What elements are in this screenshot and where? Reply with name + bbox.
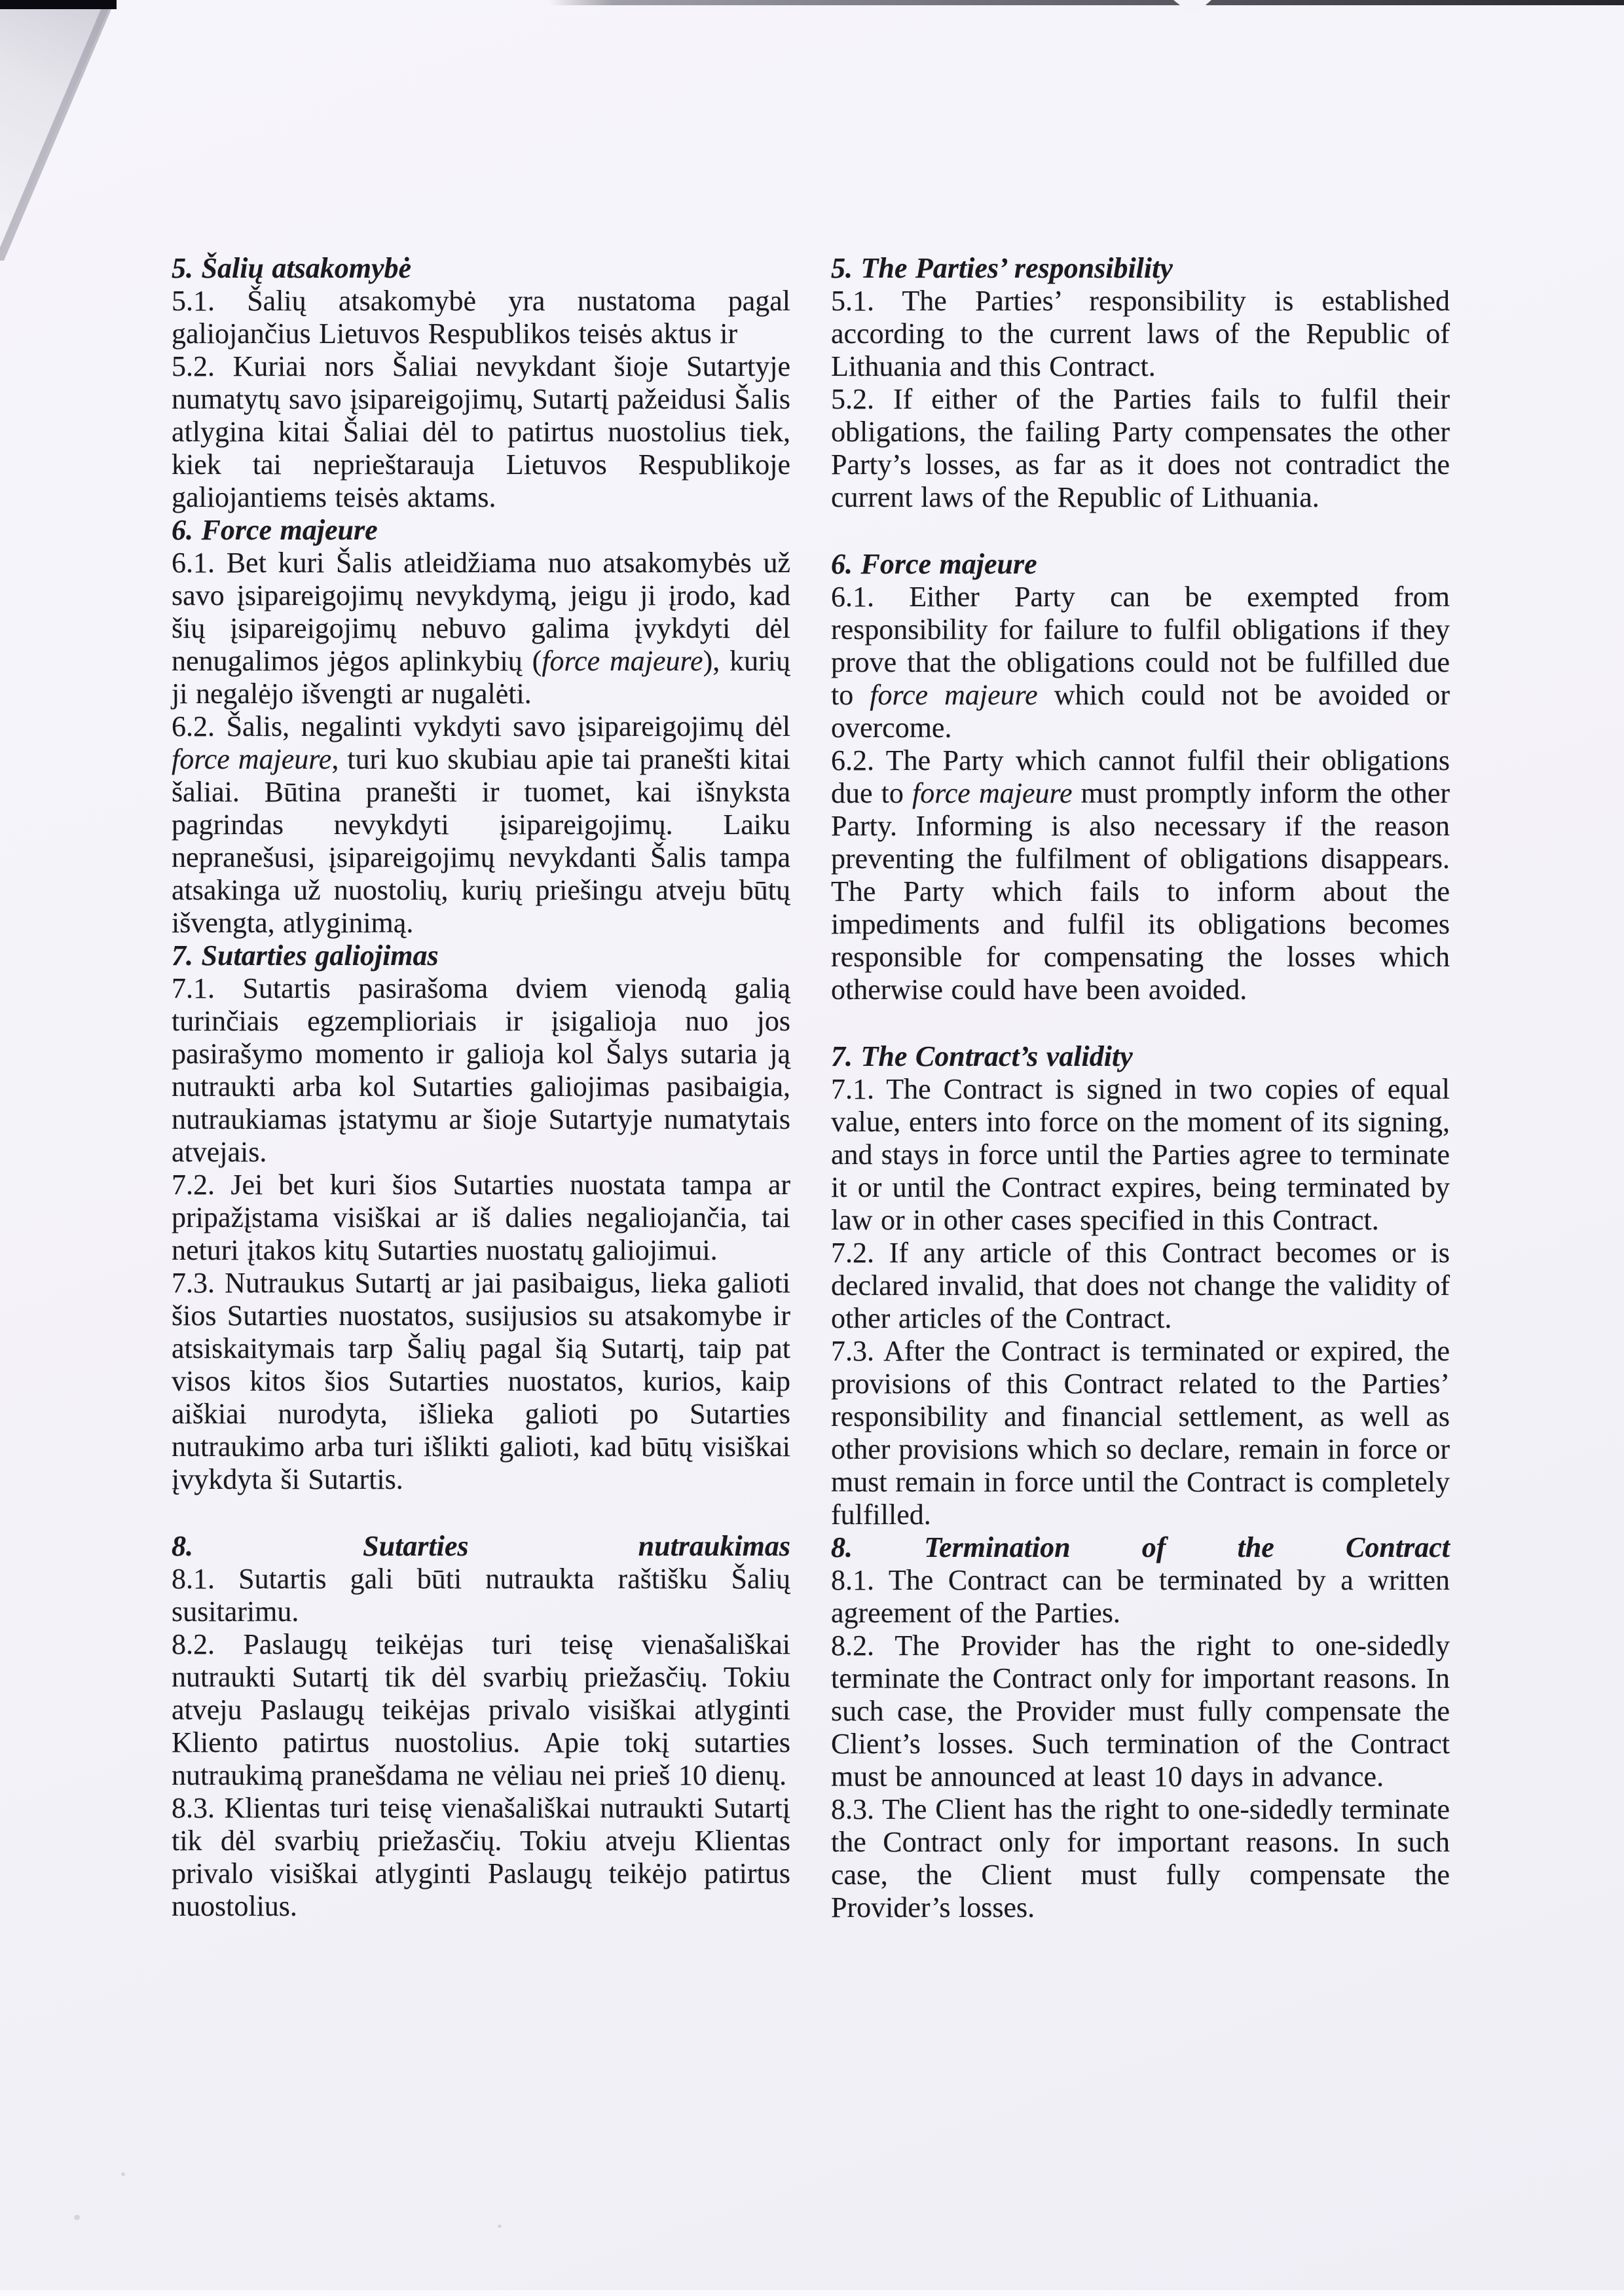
section-heading [831, 1531, 1450, 1564]
scan-artifact-bottom-strip [0, 2290, 1624, 2296]
scan-artifact-top-edge-line [549, 0, 1624, 5]
contract-paragraph: 8.2. Paslaugų teikėjas turi teisę vienašališkai nutraukti Sutartį tik dėl svarbių priežasčių. Tokiu atveju Paslaugų teikėjas privalo visiškai atlyginti Kliento patirtus nuostolius. Apie tokį sutarties nutraukimą pranešdama ne vėliau nei prieš 10 dienų. [172, 1628, 790, 1791]
contract-paragraph: 8.2. The Provider has the right to one-sidedly terminate the Contract only for important reasons. In such case, the Provider must fully compensate the Client’s losses. Such termination of the Contract must be announced at least 10 days in advance. [831, 1630, 1450, 1793]
scan-artifact-corner-bar [0, 0, 117, 9]
heading-word: Contract [1346, 1531, 1450, 1563]
contract-paragraph: 5.1. The Parties’ responsibility is established according to the current laws of the Republic of Lithuania and this Contract. [831, 285, 1450, 382]
heading-word: 8. [172, 1530, 193, 1562]
contract-paragraph: 7.2. If any article of this Contract becomes or is declared invalid, that does not change the validity of other articles of the Contract. [831, 1237, 1450, 1334]
column-lithuanian [172, 252, 790, 1924]
contract-paragraph: 5.2. Kuriai nors Šaliai nevykdant šioje Sutartyje numatytų savo įsipareigojimų, Sutartį pažeidusi Šalis atlygina kitai Šaliai dėl to patirtus nuostolius tiek, kiek tai neprieštarauja Lietuvos Respublikoje galiojantiems teisės aktams. [172, 350, 790, 513]
dust-speck [121, 2172, 125, 2176]
section-heading: 6. Force majeure [831, 548, 1037, 580]
contract-paragraph: 6.2. Šalis, negalinti vykdyti savo įsipareigojimų dėl force majeure, turi kuo skubiau apie tai pranešti kitai šaliai. Būtina pranešti ir tuomet, kai išnyksta pagrindas nevykdyti įsipareigojimų. Laiku nepranešusi, įsipareigojimų nevykdanti Šalis tampa atsakinga už nuostolių, kurių priešingu atveju būtų išvengta, atlyginimą. [172, 710, 790, 939]
contract-paragraph: 8.3. The Client has the right to one-sidedly terminate the Contract only for important reasons. In such case, the Client must fully compensate the Provider’s losses. [831, 1793, 1450, 1923]
section-heading: 7. Sutarties galiojimas [172, 939, 439, 972]
contract-paragraph: 6.1. Either Party can be exempted from responsibility for failure to fulfil obligations if they prove that the obligations could not be fulfilled due to force majeure which could not be avoided or overcome. [831, 581, 1450, 744]
heading-word: of [1141, 1531, 1166, 1563]
contract-columns [172, 252, 1450, 1924]
column-english [831, 252, 1450, 1924]
contract-paragraph: 8.3. Klientas turi teisę vienašališkai nutraukti Sutartį tik dėl svarbių priežasčių. Tokiu atveju Klientas privalo visiškai atlyginti Paslaugų teikėjo patirtus nuostolius. [172, 1792, 790, 1922]
contract-paragraph: 7.3. Nutraukus Sutartį ar jai pasibaigus, lieka galioti šios Sutarties nuostatos, susijusios su atsakomybe ir atsiskaitymais tarp Šalių pagal šią Sutartį, taip pat visos kitos šios Sutarties nuostatos, kurios, kaip aiškiai nurodyta, išlieka galioti po Sutarties nutraukimo arba turi išlikti galioti, kad būtų visiškai įvykdyta ši Sutartis. [172, 1267, 790, 1495]
pen-speck [1284, 58, 1288, 65]
contract-paragraph: 5.1. Šalių atsakomybė yra nustatoma pagal galiojančius Lietuvos Respublikos teisės aktus ir [172, 285, 790, 350]
contract-paragraph: 7.1. The Contract is signed in two copies of equal value, enters into force on the moment of its signing, and stays in force until the Parties agree to terminate it or until the Contract expires, being terminated by law or in other cases specified in this Contract. [831, 1073, 1450, 1236]
heading-word: Sutarties [363, 1530, 469, 1562]
section-heading: 7. The Contract’s validity [831, 1040, 1133, 1072]
dust-speck [74, 2215, 80, 2220]
pen-speck [1257, 97, 1260, 103]
contract-paragraph: 7.2. Jei bet kuri šios Sutarties nuostata tampa ar pripažįstama visiškai ar iš dalies negaliojančia, tai neturi įtakos kitų Sutarties nuostatų galiojimui. [172, 1169, 790, 1266]
heading-word: 8. [831, 1531, 853, 1563]
section-heading [172, 1530, 790, 1563]
section-heading: 5. Šalių atsakomybė [172, 252, 412, 284]
contract-paragraph: 5.2. If either of the Parties fails to fulfil their obligations, the failing Party compensates the other Party’s losses, as far as it does not contradict the current laws of the Republic of Lithuania. [831, 383, 1450, 513]
contract-paragraph: 6.1. Bet kuri Šalis atleidžiama nuo atsakomybės už savo įsipareigojimų nevykdymą, jeigu ji įrodo, kad šių įsipareigojimų nebuvo galima įvykdyti dėl nenugalimos jėgos aplinkybių (force majeure), kurių ji negalėjo išvengti ar nugalėti. [172, 547, 791, 710]
heading-word: Termination [924, 1531, 1071, 1563]
heading-word: the [1237, 1531, 1274, 1563]
section-heading: 5. The Parties’ responsibility [831, 252, 1173, 284]
contract-paragraph: 8.1. The Contract can be terminated by a written agreement of the Parties. [831, 1564, 1450, 1629]
contract-paragraph: 7.3. After the Contract is terminated or expired, the provisions of this Contract related to the Parties’ responsibility and financial settlement, as well as other provisions which so declare, remain in force or must remain in force until the Contract is completely fulfilled. [831, 1335, 1450, 1531]
dust-speck [498, 2225, 502, 2228]
scan-artifact-top-edge-notch [1173, 0, 1211, 16]
contract-paragraph: 8.1. Sutartis gali būti nutraukta raštišku Šalių susitarimu. [172, 1563, 790, 1628]
heading-word: nutraukimas [638, 1530, 790, 1562]
contract-paragraph: 7.1. Sutartis pasirašoma dviem vienodą galią turinčiais egzemplioriais ir įsigalioja nuo jos pasirašymo momento ir galioja kol Šalys sutaria ją nutraukti arba kol Sutarties galiojimas pasibaigia, nutraukiamas įstatymu ar šioje Sutartyje numatytais atvejais. [172, 972, 790, 1168]
contract-paragraph: 6.2. The Party which cannot fulfil their obligations due to force majeure must promptly inform the other Party. Informing is also necessary if the reason preventing the fulfilment of obligations disappears. The Party which fails to inform about the impediments and fulfil its obligations becomes responsible for compensating the losses which otherwise could have been avoided. [831, 744, 1450, 1006]
section-heading: 6. Force majeure [172, 514, 378, 546]
